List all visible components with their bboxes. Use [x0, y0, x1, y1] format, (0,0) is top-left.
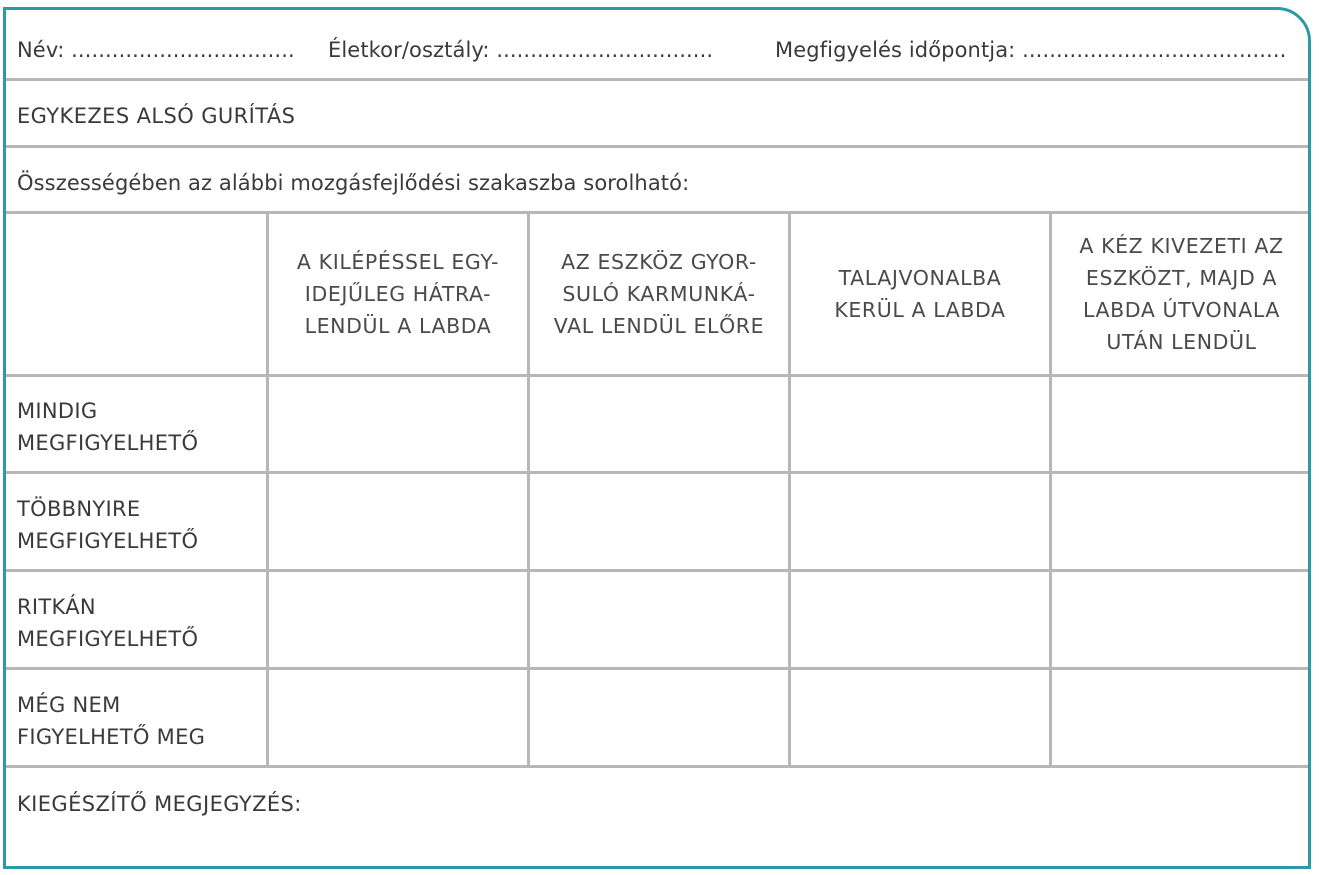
row-label-rarely: RITKÁN MEGFIGYELHETŐ: [17, 595, 199, 651]
divider: [6, 145, 1308, 148]
check-cell[interactable]: [1052, 572, 1311, 667]
check-cell[interactable]: [530, 572, 788, 667]
check-cell[interactable]: [1052, 670, 1311, 765]
age-class-field[interactable]: Életkor/osztály: ................................: [328, 38, 714, 62]
check-cell[interactable]: [1052, 474, 1311, 569]
column-header-3: TALAJVONALBA KERÜL A LABDA: [834, 266, 1006, 322]
name-field[interactable]: Név: .................................: [17, 38, 295, 62]
check-cell[interactable]: [530, 670, 788, 765]
observation-form: [3, 7, 1311, 869]
row-label-always: MINDIG MEGFIGYELHETŐ: [17, 399, 199, 455]
check-cell[interactable]: [530, 377, 788, 471]
exercise-title: EGYKEZES ALSÓ GURÍTÁS: [17, 104, 296, 128]
divider: [6, 78, 1308, 81]
check-cell[interactable]: [269, 377, 527, 471]
check-cell[interactable]: [269, 474, 527, 569]
column-header-4: A KÉZ KIVEZETI AZ ESZKÖZT, MAJD A LABDA ÚTVONALA UTÁN LENDÜL: [1079, 234, 1284, 354]
column-header-1: A KILÉPÉSSEL EGY- IDEJŰLEG HÁTRA- LENDÜL A LABDA: [296, 250, 500, 338]
observation-date-field[interactable]: Megfigyelés időpontja: .......................................: [775, 38, 1287, 62]
check-cell[interactable]: [791, 572, 1049, 667]
check-cell[interactable]: [530, 474, 788, 569]
development-stage-prompt: Összességében az alábbi mozgásfejlődési szakaszba sorolható:: [17, 171, 690, 195]
check-cell[interactable]: [269, 572, 527, 667]
additional-notes-label: KIEGÉSZÍTŐ MEGJEGYZÉS:: [17, 792, 302, 816]
check-cell[interactable]: [791, 377, 1049, 471]
check-cell[interactable]: [269, 670, 527, 765]
check-cell[interactable]: [1052, 377, 1311, 471]
check-cell[interactable]: [791, 670, 1049, 765]
row-label-mostly: TÖBBNYIRE MEGFIGYELHETŐ: [17, 497, 199, 553]
column-header-2: AZ ESZKÖZ GYOR- SULÓ KARMUNKÁ- VAL LENDÜL ELŐRE: [553, 250, 765, 338]
additional-notes-area[interactable]: [6, 768, 1308, 866]
check-cell[interactable]: [791, 474, 1049, 569]
row-label-not-yet: MÉG NEM FIGYELHETŐ MEG: [17, 693, 206, 749]
